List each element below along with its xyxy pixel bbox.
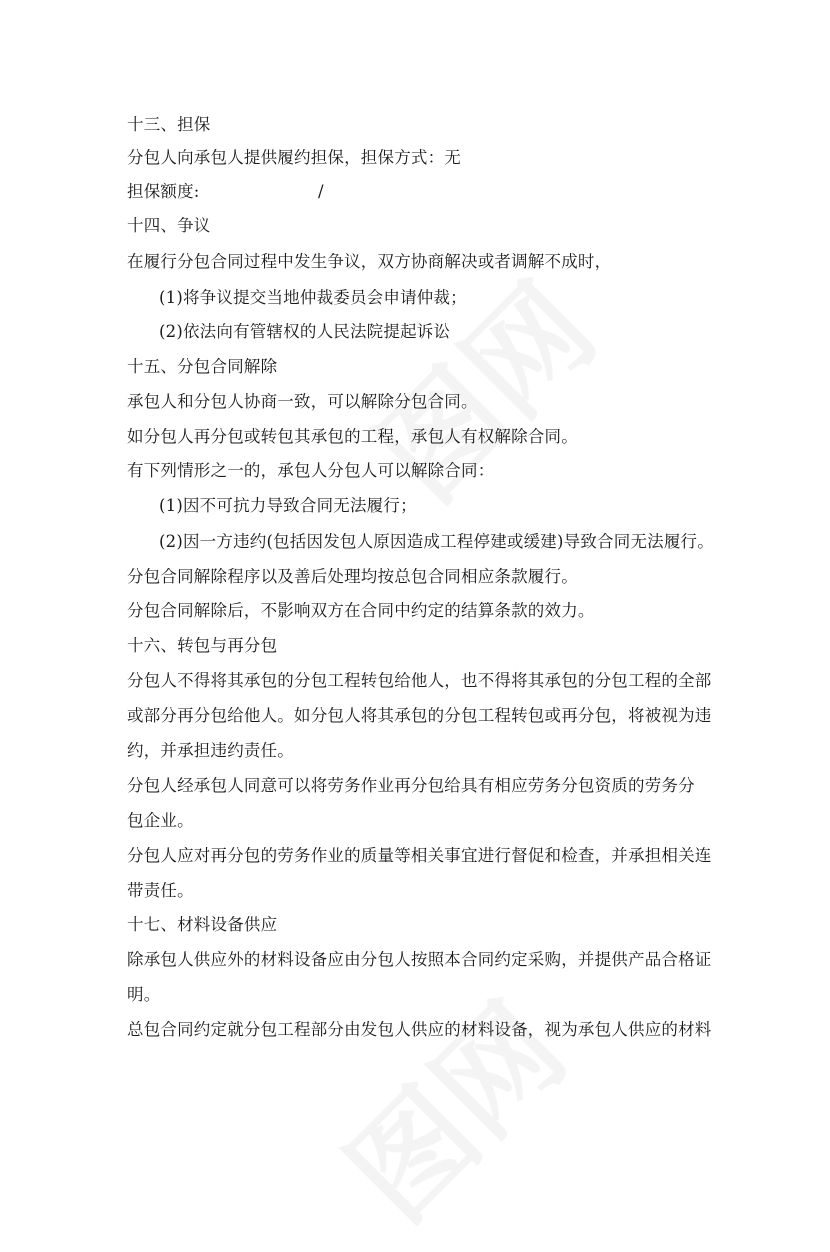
watermark — [334, 240, 625, 531]
paragraph: 承包人和分包人协商一致，可以解除分包合同。 — [127, 392, 478, 411]
paragraph-line: 明。 — [127, 985, 161, 1004]
section-heading-14: 十四、争议 — [127, 216, 211, 235]
guarantee-amount-label: 担保额度: — [127, 182, 200, 201]
list-item: (1)因不可抗力导致合同无法履行； — [159, 496, 417, 515]
paragraph-line: 除承包人供应外的材料设备应由分包人按照本合同约定采购，并提供产品合格证 — [127, 950, 712, 969]
list-item: (2)因一方违约(包括因发包人原因造成工程停建或缓建)导致合同无法履行。 — [159, 532, 714, 551]
paragraph: 如分包人再分包或转包其承包的工程，承包人有权解除合同。 — [127, 427, 578, 446]
paragraph: 有下列情形之一的，承包人分包人可以解除合同： — [127, 461, 495, 480]
watermark — [304, 960, 595, 1251]
section-heading-13: 十三、担保 — [127, 115, 211, 134]
section-heading-15: 十五、分包合同解除 — [127, 357, 278, 376]
section-heading-17: 十七、材料设备供应 — [127, 915, 278, 934]
paragraph-line: 分包人不得将其承包的分包工程转包给他人，也不得将其承包的分包工程的全部 — [127, 671, 712, 690]
paragraph-line: 或部分再分包给他人。如分包人将其承包的分包工程转包或再分包，将被视为违 — [127, 706, 712, 725]
paragraph-line: 约，并承担违约责任。 — [127, 741, 294, 760]
paragraph: 在履行分包合同过程中发生争议，双方协商解决或者调解不成时， — [127, 252, 612, 271]
paragraph-line: 分包人应对再分包的劳务作业的质量等相关事宜进行督促和检查，并承担相关连 — [127, 846, 712, 865]
paragraph-line: 分包人经承包人同意可以将劳务作业再分包给具有相应劳务分包资质的劳务分 — [127, 776, 695, 795]
paragraph: 分包合同解除程序以及善后处理均按总包合同相应条款履行。 — [127, 567, 578, 586]
list-item: (1)将争议提交当地仲裁委员会申请仲裁； — [159, 288, 467, 307]
paragraph-line: 带责任。 — [127, 881, 194, 900]
guarantee-amount-value: / — [318, 182, 324, 201]
paragraph: 分包合同解除后，不影响双方在合同中约定的结算条款的效力。 — [127, 601, 595, 620]
paragraph-line: 总包合同约定就分包工程部分由发包人供应的材料设备，视为承包人供应的材料 — [127, 1020, 712, 1039]
list-item: (2)依法向有管辖权的人民法院提起诉讼 — [159, 322, 451, 341]
paragraph: 分包人向承包人提供履约担保，担保方式：无 — [127, 148, 461, 167]
section-heading-16: 十六、转包与再分包 — [127, 636, 278, 655]
paragraph-line: 包企业。 — [127, 811, 194, 830]
